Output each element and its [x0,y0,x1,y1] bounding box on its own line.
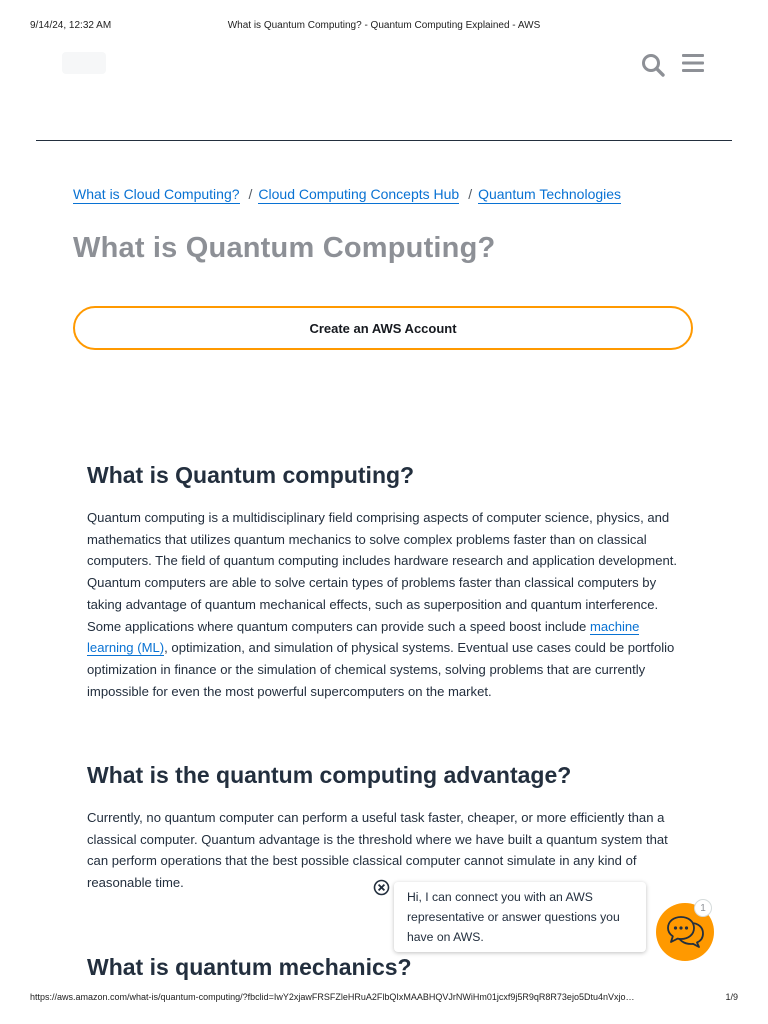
print-url: https://aws.amazon.com/what-is/quantum-computing/?fbclid=IwY2xjawFRSFZleHRuA2FlbQIxMAABHQVJrNWiHm01jcxf9j5R9qR8R73ejo5Dtu4nVxjo… [30,992,635,1002]
breadcrumb-separator: / [248,186,253,202]
section-heading: What is quantum mechanics? [87,954,412,980]
print-page-number: 1/9 [725,992,738,1002]
section-heading: What is Quantum computing? [87,462,415,488]
section-body: Currently, no quantum computer can perform a useful task faster, cheaper, or more efficiently than a classical computer. Quantum advantage is the threshold where we have built a quantum system that can perform operations that the best possible classical computer cannot simulate in any kind of reasonable time. [87,810,668,891]
breadcrumb [73,186,621,202]
page-title: What is Quantum Computing? [73,232,496,264]
search-icon[interactable] [640,52,666,78]
section-quantum-advantage [87,762,679,894]
print-header [0,0,768,50]
header-divider [36,140,732,141]
print-footer [0,992,768,1006]
create-account-button[interactable]: Create an AWS Account [73,306,693,350]
chat-notification-badge: 1 [694,899,712,917]
section-heading: What is the quantum computing advantage? [87,762,572,788]
print-datetime: 9/14/24, 12:32 AM [30,20,112,31]
chat-message-bubble: Hi, I can connect you with an AWS representative or answer questions you have on AWS. [394,882,646,952]
print-document-title: What is Quantum Computing? - Quantum Computing Explained - AWS [227,20,541,31]
aws-logo[interactable] [62,52,106,74]
breadcrumb-concepts-hub[interactable]: Cloud Computing Concepts Hub [258,186,460,202]
menu-icon[interactable] [680,52,706,74]
machine-learning-link[interactable]: machine learning (ML) [87,618,640,656]
section-what-is-quantum-computing [87,462,679,702]
section-body: Quantum computing is a multidisciplinary field comprising aspects of computer science, physics, and mathematics that utilizes quantum mechanics to solve complex problems faster than on classical computers. The field of quantum computing includes hardware research and application development. Quantum computers are able to solve certain types of problems faster than classical computers by taking advantage of quantum mechanical effects, such as superposition and quantum interference. Some applications where quantum computers can provide such a speed boost include machine learning (ML), optimization, and simulation of physical systems. Eventual use cases could be portfolio optimization in finance or the simulation of chemical systems, solving problems that are currently impossible for even the most powerful supercomputers on the market. [87,510,678,699]
breadcrumb-cloud-computing[interactable]: What is Cloud Computing? [73,186,240,202]
chat-bubbles-icon [665,914,705,950]
breadcrumb-separator: / [468,186,473,202]
breadcrumb-quantum-technologies[interactable]: Quantum Technologies [478,186,622,202]
close-icon[interactable] [373,879,390,896]
section-quantum-mechanics [87,954,679,981]
